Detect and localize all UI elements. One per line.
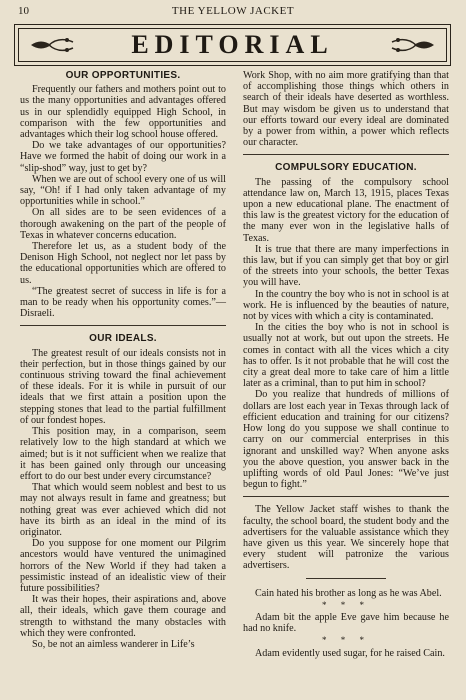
- joke: Adam bit the apple Eve gave him because he had no knife.: [243, 611, 449, 635]
- paragraph: In the country the boy who is not in school is at work. He is influenced by the beauties of nature, not by vices with which a city is contaminated.: [243, 288, 449, 323]
- left-column: [20, 70, 226, 650]
- paragraph: In the cities the boy who is not in school is usually not at work, but out upon the streets. He comes in contact with all the vices which a city has to offer. Is it not probable that he will cost the city a great deal more to take care of him a little later as a criminal, than to put him in school?: [243, 322, 449, 390]
- joke: Cain hated his brother as long as he was Abel.: [255, 587, 442, 599]
- paragraph: It is true that there are many imperfections in this law, but if you can simply get that boy or girl of the streets into your schools, the better Texas you will have.: [243, 243, 449, 289]
- short-divider: [306, 578, 386, 579]
- paragraph: Work Shop, with no aim more gratifying than that of accomplishing those things which others in search of their ideals have deserted as worthless. But may wisdom be given us to understand that our efforts toward our every ideal are dominated by a power from within, a power which reflects our character.: [243, 70, 449, 149]
- paragraph: This position may, in a comparison, seem relatively low to the high standard at which we aimed; but is it not sufficient when we realize that it has been gained only through our unceasing effort to do our best under every circumstance?: [20, 426, 226, 482]
- asterism: * * *: [322, 635, 370, 646]
- paragraph: When we are out of school every one of us will say, “Oh! if I had only taken advantage of my opportunities while in school.”: [20, 173, 226, 208]
- section-heading: COMPULSORY EDUCATION.: [275, 162, 417, 174]
- paragraph: Do you suppose for one moment our Pilgrim ancestors would have ventured the unimagined horrors of the New World if they had taken a pessimistic instead of an idealistic view of their future possibilities?: [20, 538, 226, 594]
- section-heading: OUR OPPORTUNITIES.: [65, 70, 181, 81]
- magazine-title: THE YELLOW JACKET: [171, 5, 295, 17]
- section-heading: OUR IDEALS.: [89, 333, 157, 345]
- paragraph: Do we take advantages of our opportunities? Have we formed the habit of doing our work in a “slip-shod” way, just to get by?: [20, 140, 226, 174]
- paragraph: Therefore let us, as a student body of the Denison High School, not neglect nor let pass by the educational opportunities which are offered to us.: [20, 241, 226, 286]
- paragraph: So, be not an aimless wanderer in Life’s: [32, 638, 195, 650]
- page-number: 10: [18, 5, 29, 17]
- paragraph: The Yellow Jacket staff wishes to thank the faculty, the school board, the student body and the advertisers for the valuable assistance which they have given us this year. We sincerely hope that every student will patronize the various advertisers.: [243, 504, 449, 572]
- paragraph: That which would seem noblest and best to us may not always result in fame and greatness; but nothing great was ever achieved which did not have its birth as an ideal in the mind of its originator.: [20, 482, 226, 538]
- paragraph: On all sides are to be seen evidences of a thorough awakening on the part of the people of Texas in whatever concerns education.: [20, 207, 226, 241]
- paragraph: Do you realize that hundreds of millions of dollars are lost each year in Texas through lack of efficient education and training for our citizens? How long do you suppose we shall continue to carry on our commercial enterprises in this ignorant and unskilled way? When anyone asks you the above question, you answer back in the uplifting words of old Paul Jones: “We’ve just begun to fight.”: [243, 389, 449, 491]
- section-divider: [243, 154, 449, 155]
- section-divider: [243, 496, 449, 497]
- running-header: [0, 2, 466, 18]
- paragraph: The passing of the compulsory school attendance law on, March 13, 1915, places Texas upon a new educational plane. The enactment of this law is the greatest victory for the education of the many ever won in the legislative halls of Texas.: [243, 176, 449, 244]
- banner-title: EDITORIAL: [131, 30, 334, 59]
- editorial-banner: [14, 24, 451, 66]
- joke: Adam evidently used sugar, for he raised Cain.: [255, 647, 445, 659]
- right-column: [243, 70, 449, 659]
- paragraph: The greatest result of our ideals consists not in their perfection, but in those things gained by our continuous striving toward the final achievement of these ideals. For it is while in pursuit of our ideals that we first attain a position upon the stepping stones that lead to the partial fulfillment of our fondest hopes.: [20, 347, 226, 426]
- leaf-ornament-icon: [390, 34, 436, 56]
- asterism: * * *: [322, 599, 370, 610]
- section-divider: [20, 325, 226, 326]
- quotation: “The greatest secret of success in life is for a man to be ready when his opportunity comes.”—Disraeli.: [20, 285, 226, 320]
- paragraph: It was their hopes, their aspirations and, above all, their ideals, which gave them courage and strength to withstand the many obstacles with which they were confronted.: [20, 594, 226, 639]
- paragraph: Frequently our fathers and mothers point out to us the many opportunities and advantages offered us in our splendidly equipped High School, in comparison with the few opportunities and advantages which their log school house offered.: [20, 84, 226, 141]
